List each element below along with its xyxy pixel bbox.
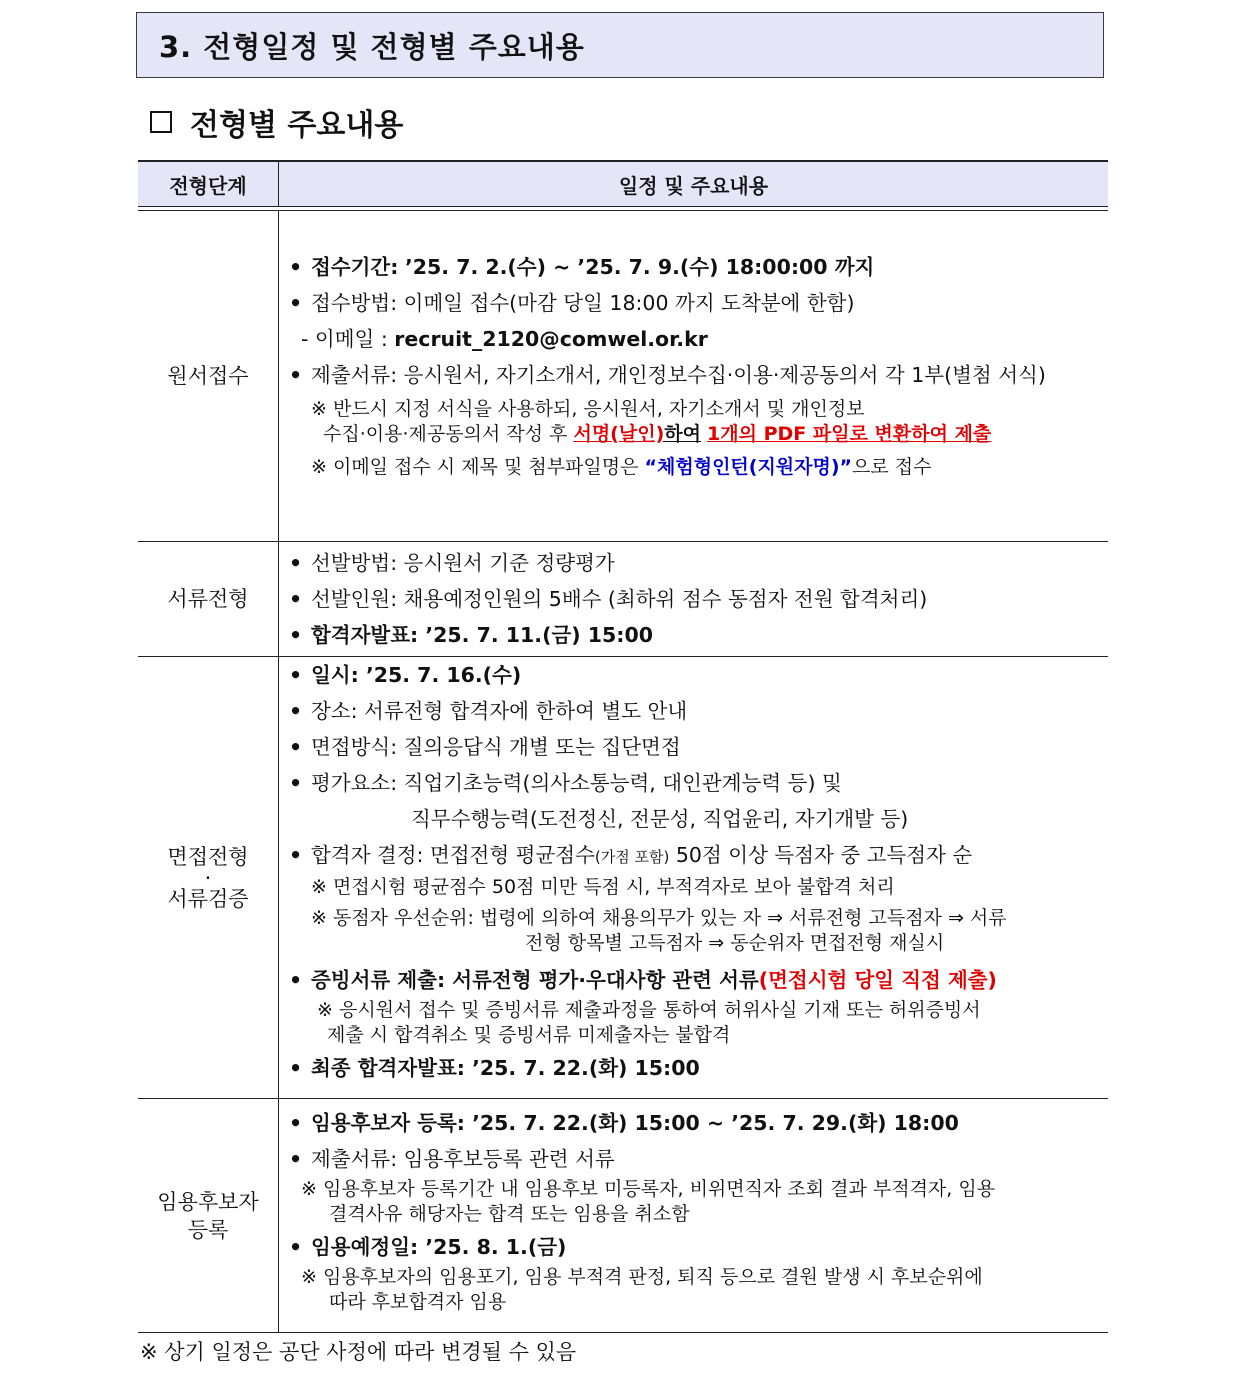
header-stage: 전형단계 <box>138 161 279 207</box>
note-line: 결격사유 해당자는 합격 또는 임용을 취소함 <box>329 1203 690 1225</box>
list-item: • 평가요소: 직업기초능력(의사소통능력, 대인관계능력 등) 및 <box>289 771 842 795</box>
note-line: 전형 항목별 고득점자 ⇒ 동순위자 면접전형 재실시 <box>525 932 945 954</box>
stage-content <box>279 211 1109 542</box>
list-item: • 증빙서류 제출: 서류전형 평가·우대사항 관련 서류(면접시험 당일 직접 제출) <box>289 968 997 992</box>
email-address: recruit_2120@comwel.or.kr <box>394 327 708 351</box>
note-line: 따라 후보합격자 임용 <box>329 1291 507 1313</box>
note-line: ※ 반드시 지정 서식을 사용하되, 응시원서, 자기소개서 및 개인정보 <box>311 398 865 420</box>
list-item: - 이메일 : recruit_2120@comwel.or.kr <box>301 327 708 351</box>
list-item: • 장소: 서류전형 합격자에 한하여 별도 안내 <box>289 699 688 723</box>
list-item: 직무수행능력(도전정신, 전문성, 직업윤리, 자기개발 등) <box>411 807 909 831</box>
list-item: • 접수기간: ’25. 7. 2.(수) ~ ’25. 7. 9.(수) 18:00:00 까지 <box>289 255 875 279</box>
stage-label: 임용후보자 등록 <box>138 1099 279 1333</box>
list-item: • 최종 합격자발표: ’25. 7. 22.(화) 15:00 <box>289 1056 700 1080</box>
list-item: • 합격자발표: ’25. 7. 11.(금) 15:00 <box>289 623 654 647</box>
note-line: ※ 면접시험 평균점수 50점 미만 득점 시, 부적격자로 보아 불합격 처리 <box>311 876 895 898</box>
list-item: • 일시: ’25. 7. 16.(수) <box>289 663 522 687</box>
table-row <box>138 542 1108 657</box>
header-content: 일정 및 주요내용 <box>279 161 1109 207</box>
checkbox-icon <box>150 111 172 133</box>
stage-label: 서류전형 <box>138 542 279 657</box>
list-item: • 합격자 결정: 면접전형 평균점수(가점 포함) 50점 이상 득점자 중 고득점자 순 <box>289 843 973 867</box>
stage-content <box>279 1099 1109 1333</box>
section-title: 3. 전형일정 및 전형별 주요내용 <box>159 30 585 64</box>
note-line: ※ 임용후보자의 임용포기, 임용 부적격 판정, 퇴직 등으로 결원 발생 시 후보순위에 <box>301 1266 983 1288</box>
stage-label: 면접전형 · 서류검증 <box>138 657 279 1099</box>
note-line: ※ 이메일 접수 시 제목 및 첨부파일명은 “체험형인턴(지원자명)”으로 접수 <box>311 456 932 478</box>
stage-label: 원서접수 <box>138 211 279 542</box>
footnote: ※ 상기 일정은 공단 사정에 따라 변경될 수 있음 <box>140 1340 577 1364</box>
list-item: • 접수방법: 이메일 접수(마감 당일 18:00 까지 도착분에 한함) <box>289 291 855 315</box>
note-line: ※ 임용후보자 등록기간 내 임용후보 미등록자, 비위면직자 조회 결과 부적격자, 임용 <box>301 1178 996 1200</box>
table-row <box>138 211 1108 542</box>
list-item: • 제출서류: 응시원서, 자기소개서, 개인정보수집·이용·제공동의서 각 1부(별첨 서식) <box>289 363 1046 387</box>
list-item: • 임용후보자 등록: ’25. 7. 22.(화) 15:00 ~ ’25. 7. 29.(화) 18:00 <box>289 1111 959 1135</box>
note-line: ※ 동점자 우선순위: 법령에 의하여 채용의무가 있는 자 ⇒ 서류전형 고득점자 ⇒ 서류 <box>311 907 1007 929</box>
schedule-table <box>138 160 1108 1333</box>
table-row <box>138 657 1108 1099</box>
list-item: • 선발인원: 채용예정인원의 5배수 (최하위 점수 동점자 전원 합격처리) <box>289 587 928 611</box>
list-item: • 선발방법: 응시원서 기준 정량평가 <box>289 551 615 575</box>
table-row <box>138 1099 1108 1333</box>
note-line: ※ 응시원서 접수 및 증빙서류 제출과정을 통하여 허위사실 기재 또는 허위증빙서 <box>317 999 981 1021</box>
sub-heading <box>150 100 403 144</box>
note-line: 수집·이용·제공동의서 작성 후 서명(날인)하여 1개의 PDF 파일로 변환하여 제출 <box>323 423 992 445</box>
list-item: • 임용예정일: ’25. 8. 1.(금) <box>289 1235 567 1259</box>
section-title-box <box>136 12 1104 78</box>
sub-heading-text: 전형별 주요내용 <box>190 108 404 143</box>
note-line: 제출 시 합격취소 및 증빙서류 미제출자는 불합격 <box>327 1024 731 1046</box>
list-item: • 제출서류: 임용후보등록 관련 서류 <box>289 1147 615 1171</box>
stage-content <box>279 542 1109 657</box>
list-item: • 면접방식: 질의응답식 개별 또는 집단면접 <box>289 735 681 759</box>
stage-content <box>279 657 1109 1099</box>
